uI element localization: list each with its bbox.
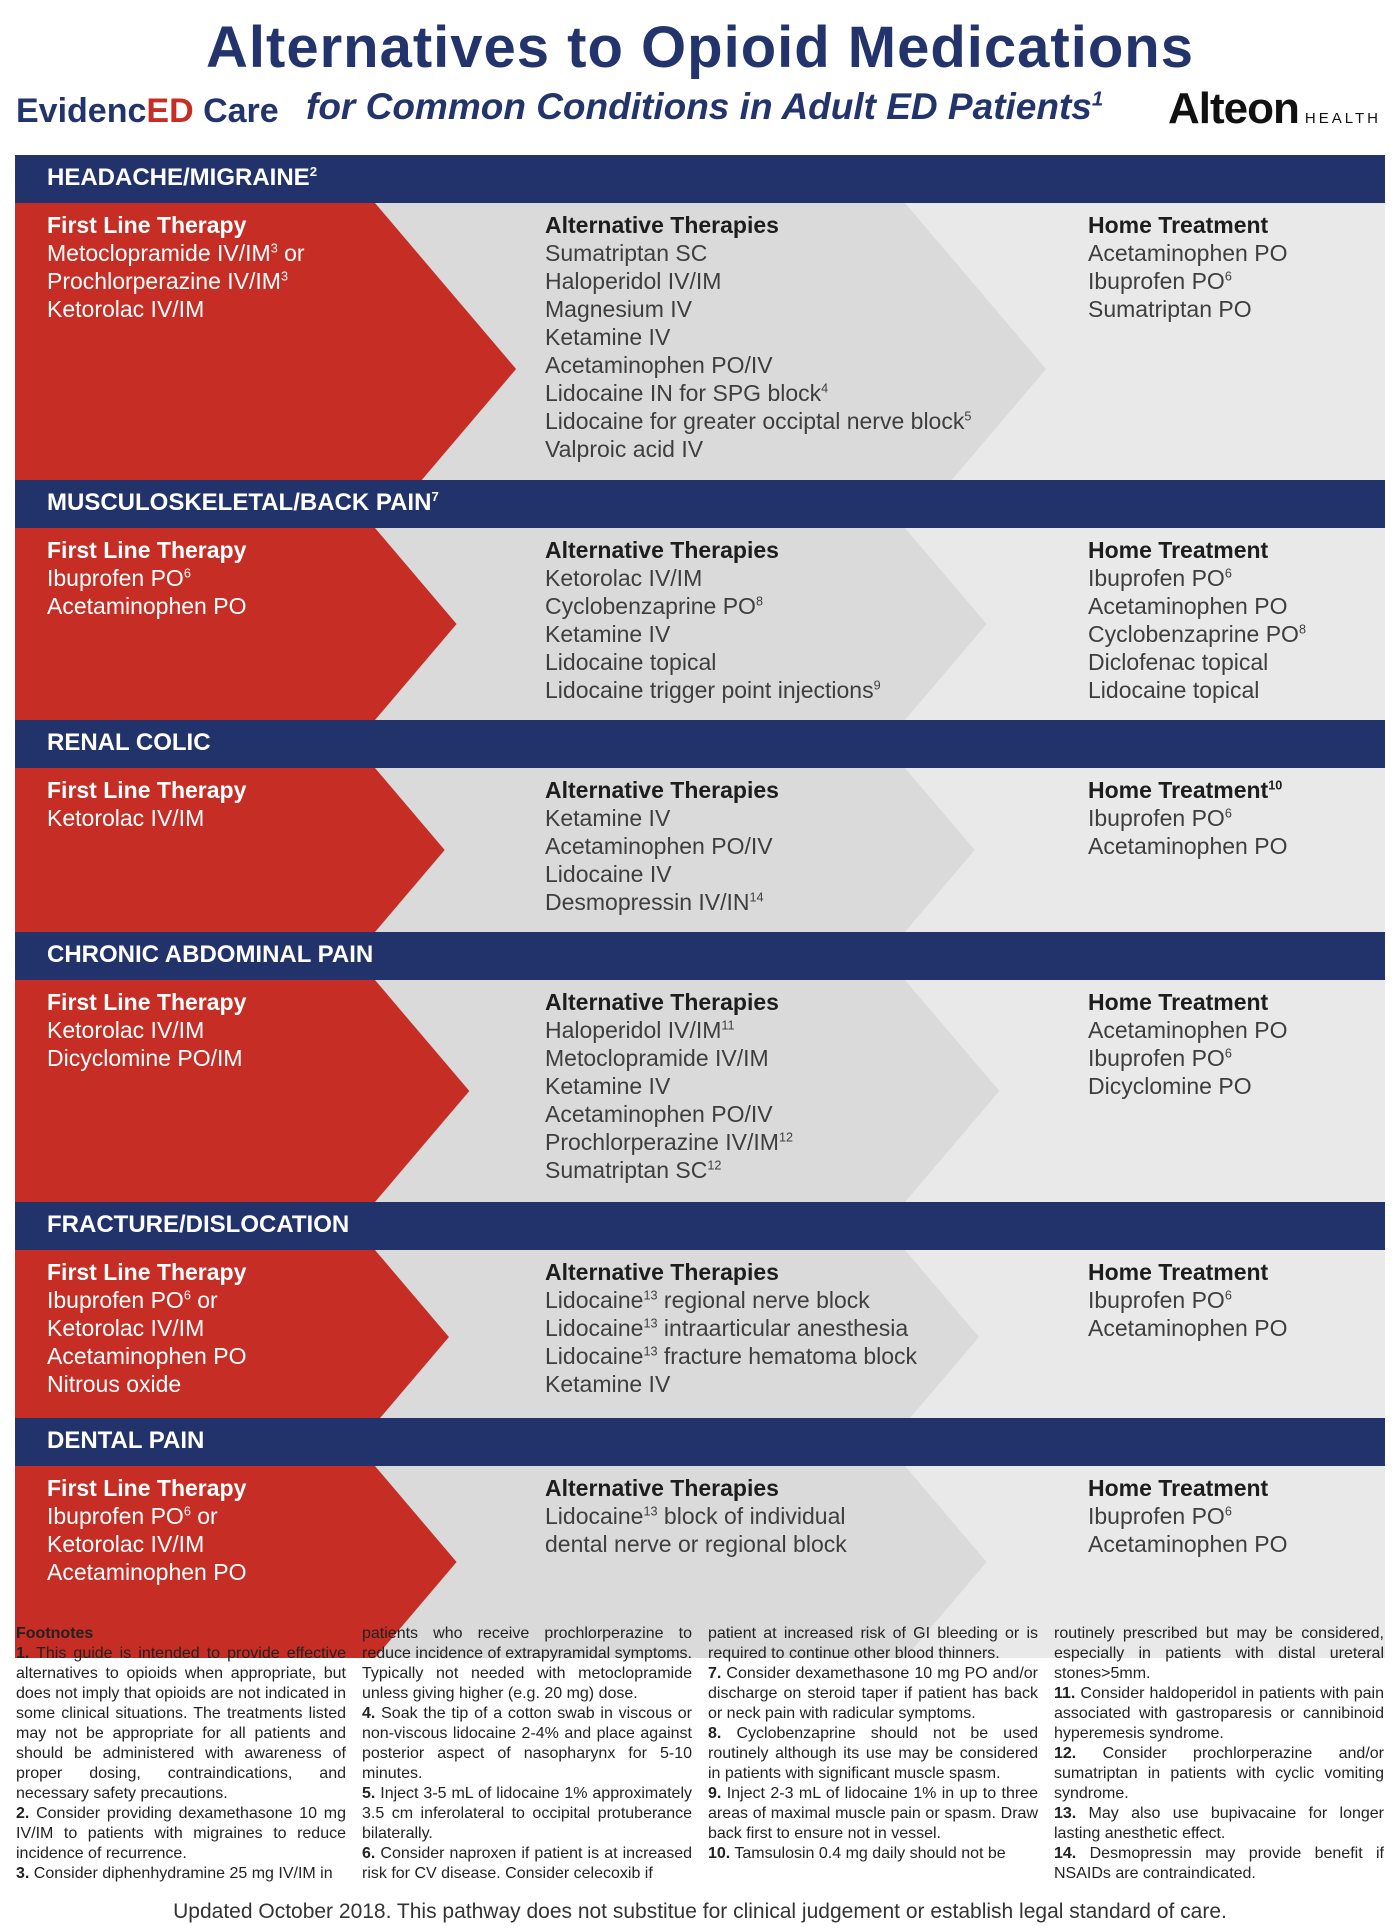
therapy-item <box>545 407 1025 435</box>
therapy-ref: 6 <box>1224 1504 1232 1519</box>
home-treatment-column <box>1088 1258 1378 1342</box>
therapy-item <box>545 1044 1025 1072</box>
therapy-item <box>47 1314 427 1342</box>
therapy-item <box>47 592 427 620</box>
page-subtitle <box>306 86 1103 128</box>
therapy-name: Ibuprofen PO <box>1088 1287 1225 1313</box>
therapy-name: Lidocaine IV <box>545 861 672 887</box>
therapy-ref: 8 <box>1298 622 1306 637</box>
footnote-text: This guide is intended to provide effective alternatives to opioids when appropriate, but does not imply that opioids are not indicated in some clinical situations. The treatments listed may not be appropriate for all patients and should be administered with awareness of proper dosing, contraindications, and necessary safety precautions. <box>16 1645 346 1802</box>
column-heading <box>47 988 427 1016</box>
therapy-name: Lidocaine IN for SPG block <box>545 380 822 406</box>
therapy-item <box>545 1370 1025 1398</box>
therapy-item <box>1088 592 1378 620</box>
column-heading <box>545 776 1025 804</box>
column-heading <box>47 776 427 804</box>
therapy-name: Ketorolac IV/IM <box>545 565 703 591</box>
footnote-text: Inject 3-5 mL of lidocaine 1% approximately 3.5 cm inferolateral to occipital protuberance bilaterally. <box>362 1785 692 1842</box>
therapy-name: Acetaminophen PO <box>1088 593 1288 619</box>
footnote <box>1054 1684 1384 1744</box>
therapy-name: Ibuprofen PO <box>1088 805 1225 831</box>
therapy-item <box>47 1370 427 1398</box>
therapy-ref: 12 <box>778 1130 793 1145</box>
column-heading-text: Alternative Therapies <box>545 1259 779 1285</box>
section-body <box>15 768 1385 932</box>
therapy-item <box>1088 1502 1378 1530</box>
footnote-text: Tamsulosin 0.4 mg daily should not be <box>730 1845 1006 1862</box>
therapy-name: Sumatriptan PO <box>1088 296 1252 322</box>
therapy-suffix: regional nerve block <box>657 1287 870 1313</box>
footnote-number: 8. <box>708 1725 722 1742</box>
therapy-item <box>545 804 1025 832</box>
footnote-number: 11. <box>1054 1685 1076 1702</box>
section-header <box>15 1202 1385 1250</box>
therapy-name: Acetaminophen PO <box>1088 240 1288 266</box>
footnote <box>708 1724 1038 1784</box>
therapy-name: Ketorolac IV/IM <box>47 1315 205 1341</box>
therapy-suffix: fracture hematoma block <box>657 1343 918 1369</box>
therapy-item <box>1088 1530 1378 1558</box>
therapy-item <box>545 860 1025 888</box>
footnote <box>16 1864 346 1884</box>
therapy-name: Haloperidol IV/IM <box>545 268 722 294</box>
therapy-item <box>545 1100 1025 1128</box>
therapy-suffix: or <box>190 1503 218 1529</box>
therapy-name: Ketorolac IV/IM <box>47 296 205 322</box>
footnote <box>362 1704 692 1784</box>
section-header <box>15 480 1385 528</box>
therapy-item <box>47 239 427 267</box>
footnote-number: 14. <box>1054 1845 1077 1862</box>
therapy-ref: 13 <box>643 1316 658 1331</box>
therapy-item <box>47 1342 427 1370</box>
therapy-name: Ketamine IV <box>545 621 671 647</box>
section-title: HEADACHE/MIGRAINE <box>47 164 310 191</box>
therapy-item <box>545 648 1025 676</box>
therapy-item <box>545 267 1025 295</box>
brand-left-accent: ED <box>146 92 194 130</box>
footnote <box>362 1784 692 1844</box>
column-heading-text: Alternative Therapies <box>545 1475 779 1501</box>
column-heading-text: Home Treatment <box>1088 777 1269 803</box>
section-header <box>15 1418 1385 1466</box>
therapy-ref: 13 <box>643 1344 658 1359</box>
first-line-column <box>47 1258 427 1398</box>
footnote-text: Consider providing dexamethasone 10 mg IV/IM to patients with migraines to reduce incidence of recurrence. <box>16 1805 346 1862</box>
footnote <box>362 1844 692 1884</box>
therapy-name: Prochlorperazine IV/IM <box>545 1129 779 1155</box>
subtitle-ref: 1 <box>1091 88 1104 111</box>
therapy-item <box>1088 295 1378 323</box>
footnote-number: 5. <box>362 1785 376 1802</box>
footnote-text: patients who receive prochlorperazine to reduce incidence of extrapyramidal symptoms. Typically not needed with metoclopramide unless giving higher (e.g. 20 mg) dose. <box>362 1625 692 1702</box>
therapy-item <box>545 1016 1025 1044</box>
footnote <box>1054 1744 1384 1804</box>
therapy-item <box>545 1072 1025 1100</box>
therapy-item <box>1088 1286 1378 1314</box>
therapy-name: Sumatriptan SC <box>545 240 708 266</box>
alternative-column <box>545 1474 1025 1558</box>
therapy-ref: 14 <box>749 890 764 905</box>
therapy-item <box>545 1342 1025 1370</box>
therapy-item <box>545 1286 1025 1314</box>
section-5 <box>15 1202 1385 1424</box>
column-heading <box>545 536 1025 564</box>
therapy-suffix: or <box>190 1287 218 1313</box>
footnote-text: Consider prochlorperazine and/or sumatriptan in patients with cyclic vomiting syndrome. <box>1054 1745 1384 1802</box>
therapy-item <box>1088 620 1378 648</box>
footnote-text: May also use bupivacaine for longer lasting anesthetic effect. <box>1054 1805 1384 1842</box>
column-heading <box>47 211 427 239</box>
therapy-item <box>545 323 1025 351</box>
footnote-text: Desmopressin may provide benefit if NSAIDs are contraindicated. <box>1054 1845 1384 1882</box>
column-heading-text: First Line Therapy <box>47 777 247 803</box>
therapy-name: Acetaminophen PO <box>1088 1315 1288 1341</box>
therapy-item <box>47 267 427 295</box>
therapy-item <box>1088 676 1378 704</box>
section-1 <box>15 155 1385 535</box>
therapy-name: Acetaminophen PO <box>47 1559 247 1585</box>
section-6 <box>15 1418 1385 1658</box>
therapy-item <box>47 1286 427 1314</box>
column-heading-text: First Line Therapy <box>47 1259 247 1285</box>
column-heading-text: First Line Therapy <box>47 989 247 1015</box>
footnote-text: Consider dexamethasone 10 mg PO and/or discharge on steroid taper if patient has back or neck pain with radicular symptoms. <box>708 1665 1038 1722</box>
footnote-number: 12. <box>1054 1745 1077 1762</box>
first-line-column <box>47 211 427 323</box>
section-title-ref: 7 <box>431 489 439 504</box>
therapy-name: Ibuprofen PO <box>1088 565 1225 591</box>
column-heading <box>545 988 1025 1016</box>
therapy-item <box>1088 1072 1378 1100</box>
therapy-ref: 11 <box>721 1018 735 1033</box>
therapy-name: Cyclobenzaprine PO <box>1088 621 1299 647</box>
therapy-ref: 6 <box>1224 1046 1232 1061</box>
footnote-number: 13. <box>1054 1805 1077 1822</box>
footnote-text: Consider naproxen if patient is at increased risk for CV disease. Consider celecoxib if <box>362 1845 692 1882</box>
therapy-item <box>47 1558 427 1586</box>
column-heading-text: Alternative Therapies <box>545 212 779 238</box>
therapy-item <box>545 564 1025 592</box>
therapy-name: Metoclopramide IV/IM <box>47 240 271 266</box>
therapy-name: Ibuprofen PO <box>1088 268 1225 294</box>
footnotes-column-3 <box>708 1624 1038 1864</box>
therapy-name: Metoclopramide IV/IM <box>545 1045 769 1071</box>
footnote <box>362 1624 692 1704</box>
footnote <box>1054 1624 1384 1684</box>
therapy-name: dental nerve or regional block <box>545 1531 847 1557</box>
therapy-name: Ketorolac IV/IM <box>47 1017 205 1043</box>
therapy-item <box>47 804 427 832</box>
alternative-column <box>545 211 1025 463</box>
first-line-column <box>47 536 427 620</box>
footnotes-column-4 <box>1054 1624 1384 1884</box>
column-heading-text: Home Treatment <box>1088 989 1269 1015</box>
column-heading-text: First Line Therapy <box>47 537 247 563</box>
therapy-item <box>47 1044 427 1072</box>
therapy-name: Cyclobenzaprine PO <box>545 593 756 619</box>
column-heading-ref: 10 <box>1268 778 1283 793</box>
therapy-ref: 13 <box>643 1504 658 1519</box>
section-3 <box>15 720 1385 932</box>
therapy-name: Acetaminophen PO/IV <box>545 833 773 859</box>
therapy-name: Acetaminophen PO <box>47 1343 247 1369</box>
therapy-ref: 12 <box>707 1158 722 1173</box>
therapy-name: Acetaminophen PO/IV <box>545 1101 773 1127</box>
section-title-ref: 2 <box>309 164 318 179</box>
therapy-item <box>545 1314 1025 1342</box>
therapy-name: Acetaminophen PO <box>1088 1017 1288 1043</box>
therapy-name: Lidocaine topical <box>545 649 717 675</box>
brand-right-name: Alteon <box>1168 84 1299 133</box>
section-body <box>15 528 1385 720</box>
section-header <box>15 155 1385 203</box>
therapy-ref: 6 <box>1224 1288 1232 1303</box>
evidenced-care-logo <box>16 92 279 131</box>
therapy-name: Prochlorperazine IV/IM <box>47 268 281 294</box>
therapy-name: Acetaminophen PO/IV <box>545 352 773 378</box>
footnote <box>1054 1844 1384 1884</box>
therapy-name: Lidocaine <box>545 1315 644 1341</box>
therapy-name: Acetaminophen PO <box>1088 833 1288 859</box>
therapy-name: Lidocaine trigger point injections <box>545 677 874 703</box>
therapy-name: Lidocaine <box>545 1343 644 1369</box>
column-heading-text: Home Treatment <box>1088 1475 1269 1501</box>
therapy-ref: 6 <box>183 1504 191 1519</box>
therapy-item <box>1088 267 1378 295</box>
column-heading-text: Home Treatment <box>1088 1259 1269 1285</box>
therapy-name: Nitrous oxide <box>47 1371 182 1397</box>
section-title: RENAL COLIC <box>47 729 211 756</box>
therapy-item <box>545 1502 1025 1530</box>
section-header <box>15 932 1385 980</box>
therapy-name: Ibuprofen PO <box>1088 1045 1225 1071</box>
therapy-name: Ibuprofen PO <box>47 1503 184 1529</box>
alteon-health-logo <box>1168 84 1381 134</box>
brand-left-tail: Care <box>193 92 279 130</box>
therapy-name: Acetaminophen PO <box>47 593 247 619</box>
column-heading <box>1088 988 1378 1016</box>
column-heading-text: Alternative Therapies <box>545 777 779 803</box>
footnote-number: 1. <box>16 1645 30 1662</box>
therapy-name: Desmopressin IV/IN <box>545 889 750 915</box>
section-title: CHRONIC ABDOMINAL PAIN <box>47 941 374 968</box>
first-line-column <box>47 1474 427 1586</box>
brand-left-main: Evidenc <box>16 92 147 130</box>
therapy-item <box>47 1502 427 1530</box>
therapy-ref: 6 <box>183 1288 191 1303</box>
section-title: DENTAL PAIN <box>47 1427 205 1454</box>
footnote-number: 9. <box>708 1785 722 1802</box>
therapy-name: Diclofenac topical <box>1088 649 1269 675</box>
therapy-name: Sumatriptan SC <box>545 1157 708 1183</box>
alternative-column <box>545 1258 1025 1398</box>
therapy-name: Lidocaine <box>545 1503 644 1529</box>
therapy-ref: 4 <box>821 381 829 396</box>
therapy-item <box>545 832 1025 860</box>
therapy-item <box>545 1530 1025 1558</box>
therapy-name: Haloperidol IV/IM <box>545 1017 722 1043</box>
footnotes-column-2 <box>362 1624 692 1884</box>
footnote-number: 6. <box>362 1845 376 1862</box>
footnote-text: Cyclobenzaprine should not be used routinely although its use may be considered in patients with significant muscle spasm. <box>708 1725 1038 1782</box>
therapy-ref: 6 <box>1224 566 1232 581</box>
therapy-ref: 3 <box>270 241 278 256</box>
page-title: Alternatives to Opioid Medications <box>206 15 1194 80</box>
section-body <box>15 1250 1385 1424</box>
therapy-item <box>545 676 1025 704</box>
column-heading-text: Home Treatment <box>1088 212 1269 238</box>
therapy-name: Valproic acid IV <box>545 436 704 462</box>
therapy-item <box>545 239 1025 267</box>
column-heading <box>47 1474 427 1502</box>
column-heading-text: Home Treatment <box>1088 537 1269 563</box>
footnote <box>16 1804 346 1864</box>
therapy-item <box>1088 832 1378 860</box>
section-title: FRACTURE/DISLOCATION <box>47 1211 350 1238</box>
section-title: MUSCULOSKELETAL/BACK PAIN <box>47 489 432 516</box>
therapy-name: Ketamine IV <box>545 805 671 831</box>
footnote-text: Consider diphenhydramine 25 mg IV/IM in <box>29 1865 333 1882</box>
therapy-item <box>1088 1314 1378 1342</box>
therapy-name: Lidocaine topical <box>1088 677 1260 703</box>
therapy-item <box>545 888 1025 916</box>
first-line-column <box>47 988 427 1072</box>
therapy-item <box>545 1128 1025 1156</box>
therapy-name: Ketamine IV <box>545 1073 671 1099</box>
therapy-item <box>1088 239 1378 267</box>
therapy-item <box>545 351 1025 379</box>
footnote-text: routinely prescribed but may be considered, especially in patients with distal ureteral stones>5mm. <box>1054 1625 1384 1682</box>
therapy-item <box>1088 648 1378 676</box>
footnote-number: 3. <box>16 1865 30 1882</box>
home-treatment-column <box>1088 536 1378 704</box>
footnote <box>708 1624 1038 1664</box>
footnote-number: 7. <box>708 1665 722 1682</box>
section-header <box>15 720 1385 768</box>
therapy-name: Ibuprofen PO <box>47 565 184 591</box>
footnote <box>708 1784 1038 1844</box>
brand-right-suffix: HEALTH <box>1304 110 1381 127</box>
column-heading-text: Alternative Therapies <box>545 537 779 563</box>
footnotes <box>16 1624 1384 1886</box>
column-heading <box>545 1474 1025 1502</box>
therapy-suffix: intraarticular anesthesia <box>657 1315 909 1341</box>
therapy-name: Lidocaine for greater occiptal nerve block <box>545 408 965 434</box>
therapy-ref: 6 <box>1224 269 1232 284</box>
therapy-ref: 6 <box>183 566 191 581</box>
therapy-ref: 6 <box>1224 806 1232 821</box>
section-2 <box>15 480 1385 720</box>
column-heading <box>545 1258 1025 1286</box>
footnote-number: 2. <box>16 1805 30 1822</box>
therapy-item <box>545 1156 1025 1184</box>
first-line-column <box>47 776 427 832</box>
therapy-item <box>1088 1016 1378 1044</box>
footnote <box>708 1664 1038 1724</box>
therapy-ref: 5 <box>964 409 972 424</box>
therapy-item <box>47 295 427 323</box>
therapy-name: Ketorolac IV/IM <box>47 805 205 831</box>
home-treatment-column <box>1088 1474 1378 1558</box>
column-heading <box>1088 1258 1378 1286</box>
therapy-item <box>545 620 1025 648</box>
therapy-item <box>47 564 427 592</box>
column-heading <box>1088 211 1378 239</box>
column-heading <box>1088 776 1378 804</box>
therapy-name: Ketamine IV <box>545 1371 671 1397</box>
alternative-column <box>545 776 1025 916</box>
section-4 <box>15 932 1385 1202</box>
therapy-ref: 13 <box>643 1288 658 1303</box>
therapy-item <box>545 592 1025 620</box>
column-heading-text: First Line Therapy <box>47 1475 247 1501</box>
therapy-name: Dicyclomine PO <box>1088 1073 1252 1099</box>
therapy-item <box>47 1530 427 1558</box>
footnote-text: Soak the tip of a cotton swab in viscous or non-viscous lidocaine 2-4% and place against posterior aspect of nasopharynx for 5-10 minutes. <box>362 1705 692 1782</box>
therapy-ref: 3 <box>280 269 288 284</box>
footnote-number: 4. <box>362 1705 376 1722</box>
therapy-item <box>47 1016 427 1044</box>
therapy-item <box>1088 564 1378 592</box>
home-treatment-column <box>1088 776 1378 860</box>
footnote <box>708 1844 1038 1864</box>
column-heading <box>1088 536 1378 564</box>
footnote-text: patient at increased risk of GI bleeding or is required to continue other blood thinners. <box>708 1625 1038 1662</box>
therapy-name: Acetaminophen PO <box>1088 1531 1288 1557</box>
column-heading <box>545 211 1025 239</box>
therapy-name: Ibuprofen PO <box>1088 1503 1225 1529</box>
home-treatment-column <box>1088 988 1378 1100</box>
therapy-item <box>545 435 1025 463</box>
footnote <box>1054 1804 1384 1844</box>
footnote-number: 10. <box>708 1845 731 1862</box>
therapy-name: Lidocaine <box>545 1287 644 1313</box>
alternative-column <box>545 988 1025 1184</box>
therapy-suffix: block of individual <box>657 1503 846 1529</box>
therapy-name: Ibuprofen PO <box>47 1287 184 1313</box>
column-heading-text: Alternative Therapies <box>545 989 779 1015</box>
therapy-item <box>1088 1044 1378 1072</box>
therapy-ref: 9 <box>873 678 881 693</box>
alternative-column <box>545 536 1025 704</box>
therapy-item <box>545 379 1025 407</box>
therapy-name: Ketorolac IV/IM <box>47 1531 205 1557</box>
footnote <box>16 1644 346 1804</box>
column-heading <box>47 536 427 564</box>
therapy-name: Dicyclomine PO/IM <box>47 1045 243 1071</box>
therapy-item <box>1088 804 1378 832</box>
therapy-suffix: or <box>277 240 305 266</box>
footnotes-title: Footnotes <box>16 1625 94 1642</box>
footnote-text: Inject 2-3 mL of lidocaine 1% in up to three areas of maximal muscle pain or spasm. Draw back first to ensure not in vessel. <box>708 1785 1038 1842</box>
therapy-name: Ketamine IV <box>545 324 671 350</box>
column-heading <box>47 1258 427 1286</box>
column-heading <box>1088 1474 1378 1502</box>
column-heading-text: First Line Therapy <box>47 212 247 238</box>
therapy-name: Magnesium IV <box>545 296 693 322</box>
disclaimer-note: Updated October 2018. This pathway does not substitue for clinical judgement or establish legal standard of care. <box>173 1900 1227 1923</box>
therapy-ref: 8 <box>755 594 763 609</box>
footnote-text: Consider haldoperidol in patients with pain associated with gastroparesis or cannibinoid hyperemesis syndrome. <box>1054 1685 1384 1742</box>
footnotes-column-1 <box>16 1624 346 1884</box>
subtitle-text: for Common Conditions in Adult ED Patients <box>306 86 1092 127</box>
section-body <box>15 980 1385 1202</box>
home-treatment-column <box>1088 211 1378 323</box>
therapy-item <box>545 295 1025 323</box>
